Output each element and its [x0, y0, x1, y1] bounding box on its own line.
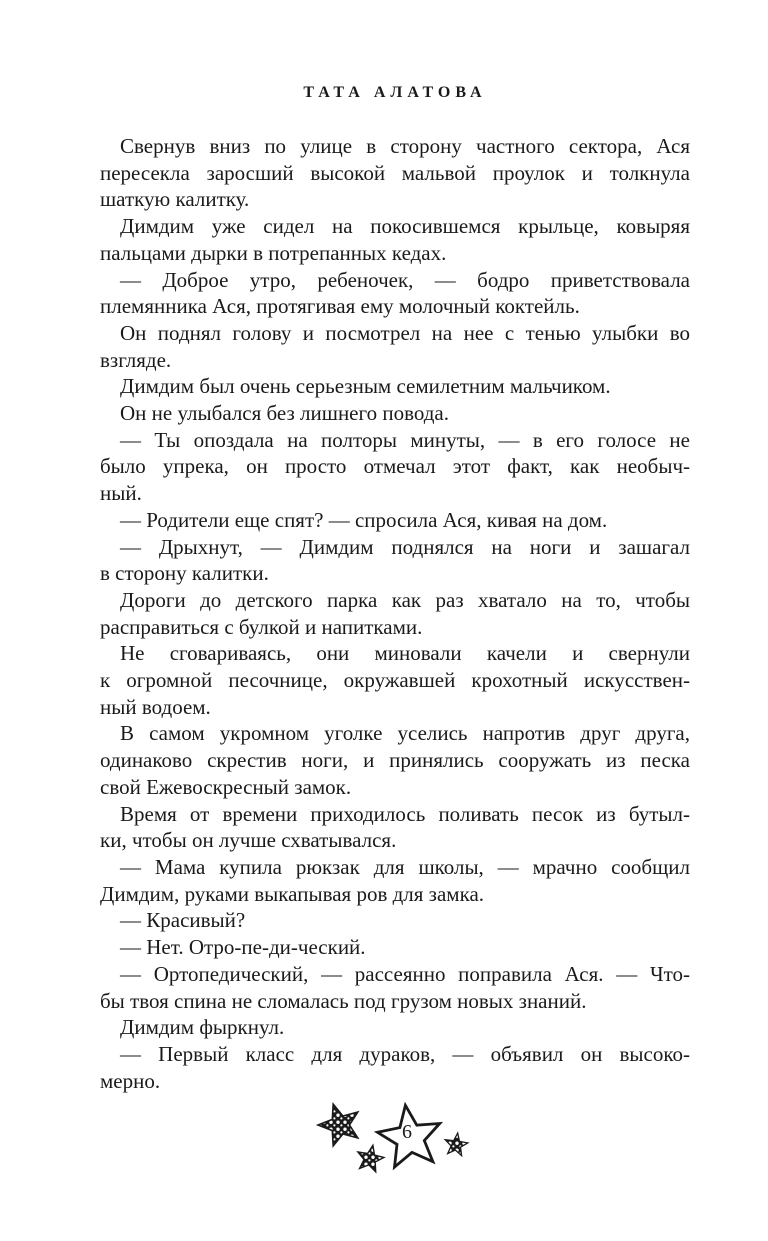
running-header-author: ТАТА АЛАТОВА	[303, 84, 487, 101]
text-line: одинаково скрестив ноги, и принялись сооружать из песка	[100, 748, 690, 773]
paragraph	[100, 854, 690, 907]
text-line: было упрека, он просто отмечал этот факт, как необыч-	[100, 454, 690, 479]
paragraph	[100, 961, 690, 1014]
text-line: — Нет. Отро-пе-ди-ческий.	[120, 935, 366, 960]
paragraph	[100, 907, 690, 934]
text-line: — Родители еще спят? — спросила Ася, кивая на дом.	[120, 507, 608, 532]
text-line: пересекла заросший высокой мальвой проулок и толкнула	[100, 160, 690, 185]
text-line: племянника Ася, протягивая ему молочный коктейль.	[100, 294, 580, 319]
text-line: Димдим был очень серьезным семилетним мальчиком.	[120, 374, 611, 399]
text-line: — Ортопедический, — рассеянно поправила Ася. — Что-	[120, 961, 690, 986]
text-line: к огромной песочнице, окружавшей крохотный искусствен-	[100, 668, 690, 693]
text-line: Димдим, руками выкапывая ров для замка.	[100, 881, 485, 906]
text-line: ный водоем.	[100, 694, 211, 719]
text-line: — Ты опоздала на полторы минуты, — в его голосе не	[120, 427, 690, 452]
paragraph	[100, 320, 690, 373]
text-line: — Доброе утро, ребеночек, — бодро приветствовала	[120, 267, 690, 292]
text-line: — Первый класс для дураков, — объявил он высоко-	[120, 1041, 690, 1066]
text-line: расправиться с булкой и напитками.	[100, 614, 423, 639]
text-line: Он не улыбался без лишнего повода.	[120, 401, 450, 426]
paragraph	[100, 534, 690, 587]
text-line: ный.	[100, 481, 142, 506]
star-ornament-dotted-medium	[318, 1104, 358, 1146]
star-ornament-dotted-small	[358, 1145, 384, 1172]
body-text	[100, 133, 690, 1094]
text-line: мерно.	[100, 1068, 161, 1093]
paragraph	[100, 801, 690, 854]
paragraph	[100, 1041, 690, 1094]
text-line: ки, чтобы он лучше схватывался.	[100, 828, 397, 853]
paragraph	[100, 133, 690, 213]
text-line: Время от времени приходилось поливать песок из бутыл-	[120, 801, 690, 826]
text-line: в сторону калитки.	[100, 561, 269, 586]
paragraph	[100, 400, 690, 427]
paragraph	[100, 1014, 690, 1041]
paragraph	[100, 720, 690, 800]
text-line: Не сговариваясь, они миновали качели и свернули	[120, 641, 690, 666]
text-line: — Мама купила рюкзак для школы, — мрачно сообщил	[120, 854, 690, 879]
text-line: Свернув вниз по улице в сторону частного сектора, Ася	[120, 134, 690, 158]
text-line: Дороги до детского парка как раз хватало на то, чтобы	[120, 587, 690, 612]
paragraph	[100, 213, 690, 266]
page-number: 6	[402, 1121, 412, 1143]
text-line: бы твоя спина не сломалась под грузом новых знаний.	[100, 988, 587, 1013]
paragraph	[100, 934, 690, 961]
text-line: Он поднял голову и посмотрел на нее с тенью улыбки во	[120, 320, 690, 345]
text-line: — Красивый?	[120, 908, 246, 933]
paragraph	[100, 640, 690, 720]
text-line: взгляде.	[100, 347, 172, 372]
paragraph	[100, 507, 690, 534]
paragraph	[100, 267, 690, 320]
text-line: свой Ежевоскресный замок.	[100, 774, 352, 799]
star-ornament-dotted-tiny	[445, 1133, 468, 1156]
text-line: шаткую калитку.	[100, 187, 250, 212]
paragraph	[100, 427, 690, 507]
text-line: пальцами дырки в потрепанных кедах.	[100, 240, 447, 265]
paragraph	[100, 587, 690, 640]
page-footer-ornament	[308, 1093, 480, 1185]
paragraph	[100, 373, 690, 400]
text-line: В самом укромном уголке уселись напротив друг друга,	[120, 721, 690, 746]
text-line: Димдим уже сидел на покосившемся крыльце, ковыряя	[120, 214, 690, 239]
text-line: — Дрыхнут, — Димдим поднялся на ноги и зашагал	[120, 534, 690, 559]
text-line: Димдим фыркнул.	[120, 1015, 285, 1040]
